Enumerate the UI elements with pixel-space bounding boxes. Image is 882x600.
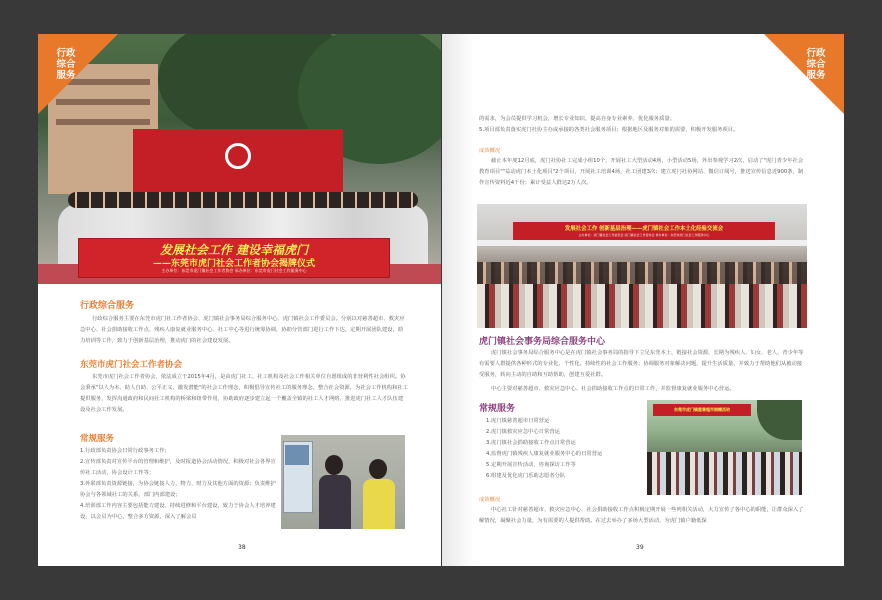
- ceremony-banner: [78, 238, 390, 278]
- achieve-text: 截止本年度12月底，虎门社协社工完成小组10个，开展社工大型活动4场，小型活动5场，外出参观学习2次，启动了"虎门青少年社会教育项目""益动虎门本土化项目"2个项目，开展社工培训4场，社工团建3次；建立虎门社协网站、微信订阅号，推送宣传信息近900条，制作宣传资料近4千份；累计受益人群达2万人次。: [479, 158, 804, 186]
- logo-emblem: [225, 143, 251, 169]
- list-item: 的需求，为会员提供学习机会，增长专业知识，提高自身专业素养，优化服务质量；: [479, 116, 675, 122]
- list-item: 5.项目部负责落实虎门社协主办或承接的各类社会服务项目；根据地区及服务对象的需要，积极开发服务项目。: [479, 127, 739, 133]
- list-item: 6.组建及优化虎门乐助志愿者分队: [486, 473, 566, 479]
- assoc-title: 东莞市虎门社会工作者协会: [80, 360, 183, 370]
- assoc-text: 东莞市虎门社会工作者协会，依法成立于2015年4月，是由虎门社工、社工机构及社会工作相关单位自愿组成的非营利性社会组织。协会秉承"以人为本、助人自助、公平正义、激发潜能"的社会工作理念，积极倡导宣传社工的服务理念，整合社会资源，为社会工作机构和社工提供服务，发挥沟通政府和民间社工机构的桥梁和纽带作用，协助政府逐步建立起一个覆盖全镇的社工人才网络，推进虎门社工人才队伍建设及社会工作发展。: [80, 374, 408, 413]
- meeting-banner-title: 发展社会工作 创新基层治理——虎门镇社会工作本土化经验交流会: [564, 226, 724, 232]
- list-item: 1.行政部负责协会日常行政事务工作；: [80, 448, 170, 454]
- list-item: 4.监督虎门镇残疾人康复就业服务中心的日常营运: [486, 451, 603, 457]
- list-item: 2.宣传部负责对宣传平台的管理和维护，及时报道协会活动情况，积极对社会各界宣传社工活动，协会设计工作等；: [80, 459, 276, 476]
- list-item: 4.培训部工作内容主要包括能力建设、持续进修和平台建设，致力于协会人才培养建设，以会员为中心，整合多方资源，深入了解会员: [80, 503, 276, 520]
- page-number: 39: [636, 544, 644, 551]
- exhibition-photo: [281, 435, 405, 529]
- list-item: 3.虎门镇社会捐助接收工作点日常营运: [486, 440, 576, 446]
- list-item: 1.虎门镇慈善超市日常营运: [486, 418, 550, 424]
- right-page: [442, 34, 844, 566]
- banner-line2: ——东莞市虎门社会工作者协会揭牌仪式: [152, 259, 315, 269]
- event-banner: [653, 404, 751, 416]
- section-title: 行政综合服务: [80, 301, 135, 311]
- list-item: 5.定期开展宣传活动，咨询探访工作等: [486, 462, 576, 468]
- meeting-banner-small: 主办单位：虎门镇社会工作委员会 虎门镇社会工作者协会 承办单位：东莞市虎门社会工作服务中心: [578, 233, 710, 237]
- achieve-text-2: 中心社工针对慈善超市、救灾应急中心、社会捐助接收工作点积极定期开展一些列相关活动，大力宣传了各中心的职能，让群众深入了解情况，凝聚社会力量，为有需要的人提供帮助。在过去举办了多场大型活动，为虎门镇户籍低保: [479, 507, 804, 524]
- event-crowd: [647, 452, 802, 495]
- person-woman-right: [369, 459, 387, 479]
- routine-title: 常规服务: [80, 434, 115, 444]
- left-page: [38, 34, 441, 566]
- center-title: 虎门镇社会事务局综合服务中心: [479, 337, 606, 347]
- routine-list: [80, 446, 278, 523]
- banner-small: 主办单位：东莞市虎门镇社会工作者协会 承办单位：东莞市虎门社会工作服务中心: [161, 268, 307, 273]
- person-woman-left: [325, 455, 343, 475]
- routine-title-right: 常规服务: [479, 404, 516, 414]
- page-number: 38: [238, 544, 246, 551]
- center-text1: 虎门镇社会事务局综合服务中心是在虎门镇社会事务局的指导下立足东莞本土，链接社会资源，长期为残疾人、妇女、老人、青少年等有需要人群提供各种形式的专业化、个性化、持续性的社会工作服务；协调服务对象解决问题，提升生活质量，并致力于帮助他们从被动接受服务，转向主动的自助和互助帮助，创建互爱社群。: [479, 350, 804, 378]
- continued-text: [479, 114, 779, 136]
- event-banner-text: 东莞市虎门镇慈善超市捐赠活动: [674, 407, 730, 412]
- list-item: 3.外联部负责资源链接，为协会链接人力、物力、财力及其他方面的资源；负责维护协会与各领域社工的关系，部门内部建设；: [80, 481, 276, 498]
- corner-label-right: 行政 综合 服务: [806, 48, 826, 81]
- event-photo: [647, 400, 802, 495]
- section-intro: 行政综合服务主要在东莞市虎门社工作者协会、虎门镇社会事务局综合服务中心、虎门镇社会工作委员会。分别以对慈善超市、救灾应急中心、社会捐助接收工作点、残疾人康复就业服务中心、社工中心等进行统筹协调，协助分管部门进行工作下达，定期开展团队建设，助力培训等工作，致力于创新基层治理，推动虎门的社会建设发展。: [80, 316, 405, 344]
- meeting-photo: [477, 204, 807, 328]
- list-item: 2.虎门镇救灾应急中心日常营运: [486, 429, 560, 435]
- meeting-banner: [513, 222, 775, 240]
- routine-list-right: [486, 416, 646, 482]
- center-text2: 中心主要对慈善超市、救灾应急中心、社会捐助接收工作点的日常工作，并监督康复就业服务中心营运。: [491, 386, 735, 392]
- corner-label-left: 行政 综合 服务: [56, 48, 76, 81]
- banner-line1: 发展社会工作 建设幸福虎门: [159, 243, 309, 257]
- achieve-label-2: 成效概况: [479, 497, 501, 503]
- achieve-label: 成效概况: [479, 148, 501, 154]
